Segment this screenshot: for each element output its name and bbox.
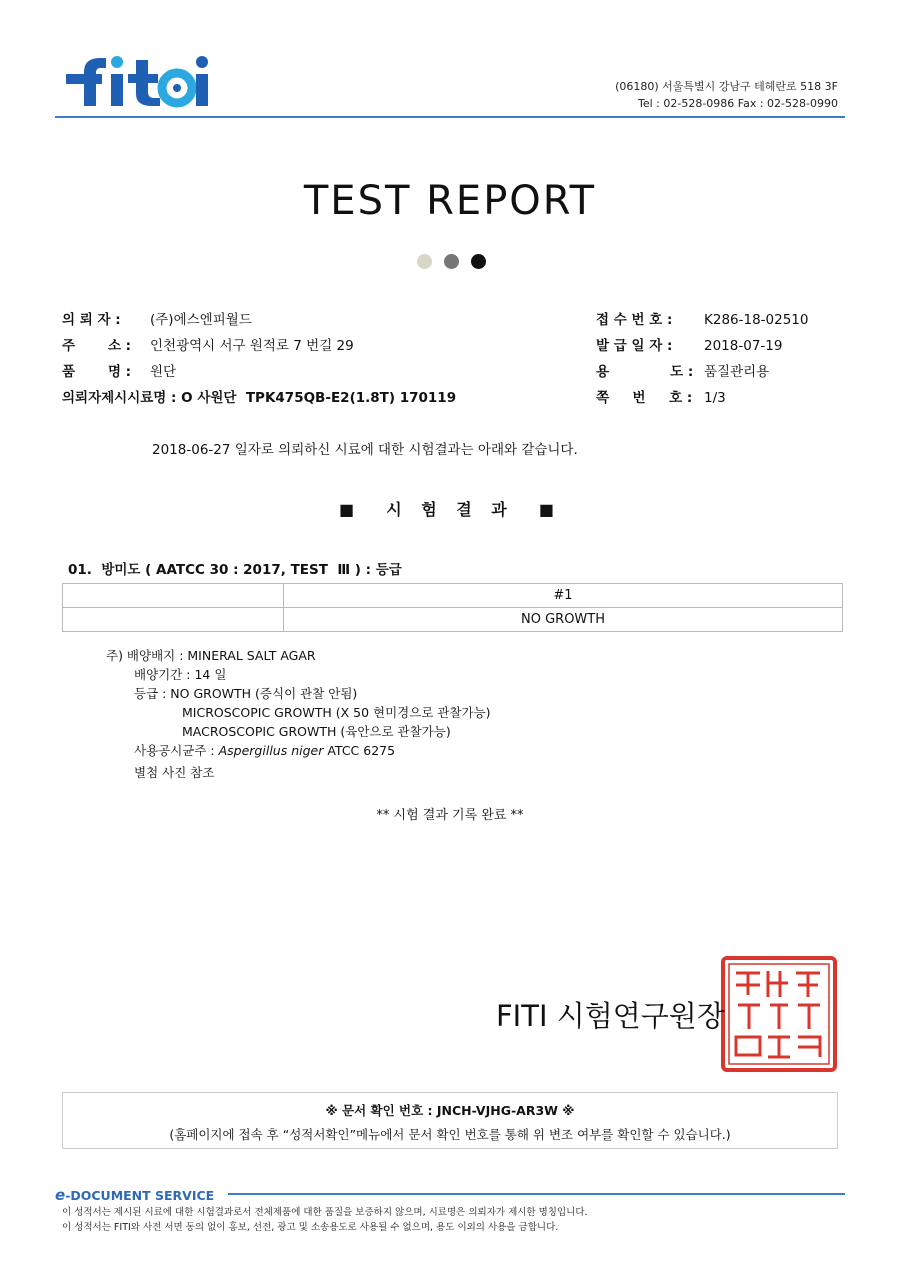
table-row [63, 608, 843, 632]
info-address: 주 소 : 인천광역시 서구 원적로 7 번길 29 [62, 338, 354, 354]
intro-text: 2018-06-27 일자로 의뢰하신 시료에 대한 시험결과는 아래와 같습니다. [152, 442, 578, 458]
note-period: 배양기간 : 14 일 [134, 667, 227, 682]
note-attachment: 별첨 사진 참조 [134, 765, 215, 780]
notes-block [106, 646, 606, 786]
table-cell [63, 584, 284, 608]
note-microscopic: MICROSCOPIC GROWTH (X 50 현미경으로 관찰가능) [182, 705, 491, 720]
info-product: 품 명 : 원단 [62, 364, 177, 380]
info-receipt-no: 접 수 번 호 : K286-18-02510 [596, 312, 809, 328]
note-strain: 사용공시균주 : Aspergillus niger ATCC 6275 [134, 743, 396, 758]
info-issue-date: 발 급 일 자 : 2018-07-19 [596, 338, 783, 354]
footer-disclaimer [62, 1205, 588, 1235]
dot-1 [417, 254, 432, 269]
note-medium: 주) 배양배지 : MINERAL SALT AGAR [106, 648, 316, 663]
signature-title: FITI 시험연구원장 [496, 999, 725, 1033]
test-item-heading: 01. 방미도 ( AATCC 30 : 2017, TEST Ⅲ ) : 등급 [68, 562, 402, 578]
footer-line: 이 성적서는 제시된 시료에 대한 시험결과로서 전체제품에 대한 품질을 보증하지 않으며, 시료명은 의뢰자가 제시한 명칭입니다. [62, 1207, 588, 1218]
document-confirm-box [62, 1092, 838, 1149]
document-confirm-instructions: (홈페이지에 접속 후 “성적서확인”메뉴에서 문서 확인 번호를 통해 위 변조 여부를 확인할 수 있습니다.) [169, 1127, 731, 1142]
section-heading: ■ 시 험 결 과 ■ [338, 500, 562, 519]
note-grade: 등급 : NO GROWTH (증식이 관찰 안됨) [134, 686, 358, 701]
company-address-block [615, 78, 838, 112]
report-title: TEST REPORT [303, 178, 597, 224]
logo-text: fiti [62, 52, 64, 53]
info-client: 의 뢰 자 : (주)에스엔피월드 [62, 312, 252, 328]
completion-note: ** 시험 결과 기록 완료 ** [376, 808, 524, 823]
info-page-no: 쪽 번 호 : 1/3 [596, 390, 726, 406]
company-address: (06180) 서울특별시 강남구 테헤란로 518 3F [615, 80, 838, 93]
fiti-logo [62, 52, 212, 108]
edocument-service-label: e-DOCUMENT SERVICE [55, 1186, 215, 1204]
table-result-value: NO GROWTH [284, 608, 843, 632]
header-divider [55, 116, 845, 118]
footer-line: 이 성적서는 FITI와 사전 서면 동의 없이 홍보, 선전, 광고 및 소송용도로 사용될 수 없으며, 용도 이외의 사용을 금합니다. [62, 1222, 559, 1233]
document-confirm-number: ※ 문서 확인 번호 : JNCH-VJHG-AR3W ※ [325, 1103, 575, 1118]
edocument-divider [228, 1193, 845, 1195]
title-dots [417, 254, 487, 270]
info-sample-name: 의뢰자제시시료명 : O 사원단 TPK475QB-E2(1.8T) 170119 [62, 390, 457, 406]
table-row [63, 584, 843, 608]
official-seal [720, 955, 838, 1073]
result-table [62, 583, 843, 632]
dot-3 [471, 254, 486, 269]
table-header-sample: #1 [284, 584, 843, 608]
note-macroscopic: MACROSCOPIC GROWTH (육안으로 관찰가능) [182, 724, 451, 739]
table-cell [63, 608, 284, 632]
dot-2 [444, 254, 459, 269]
info-purpose: 용 도 : 품질관리용 [596, 364, 770, 380]
company-phone-fax: Tel : 02-528-0986 Fax : 02-528-0990 [638, 97, 838, 110]
